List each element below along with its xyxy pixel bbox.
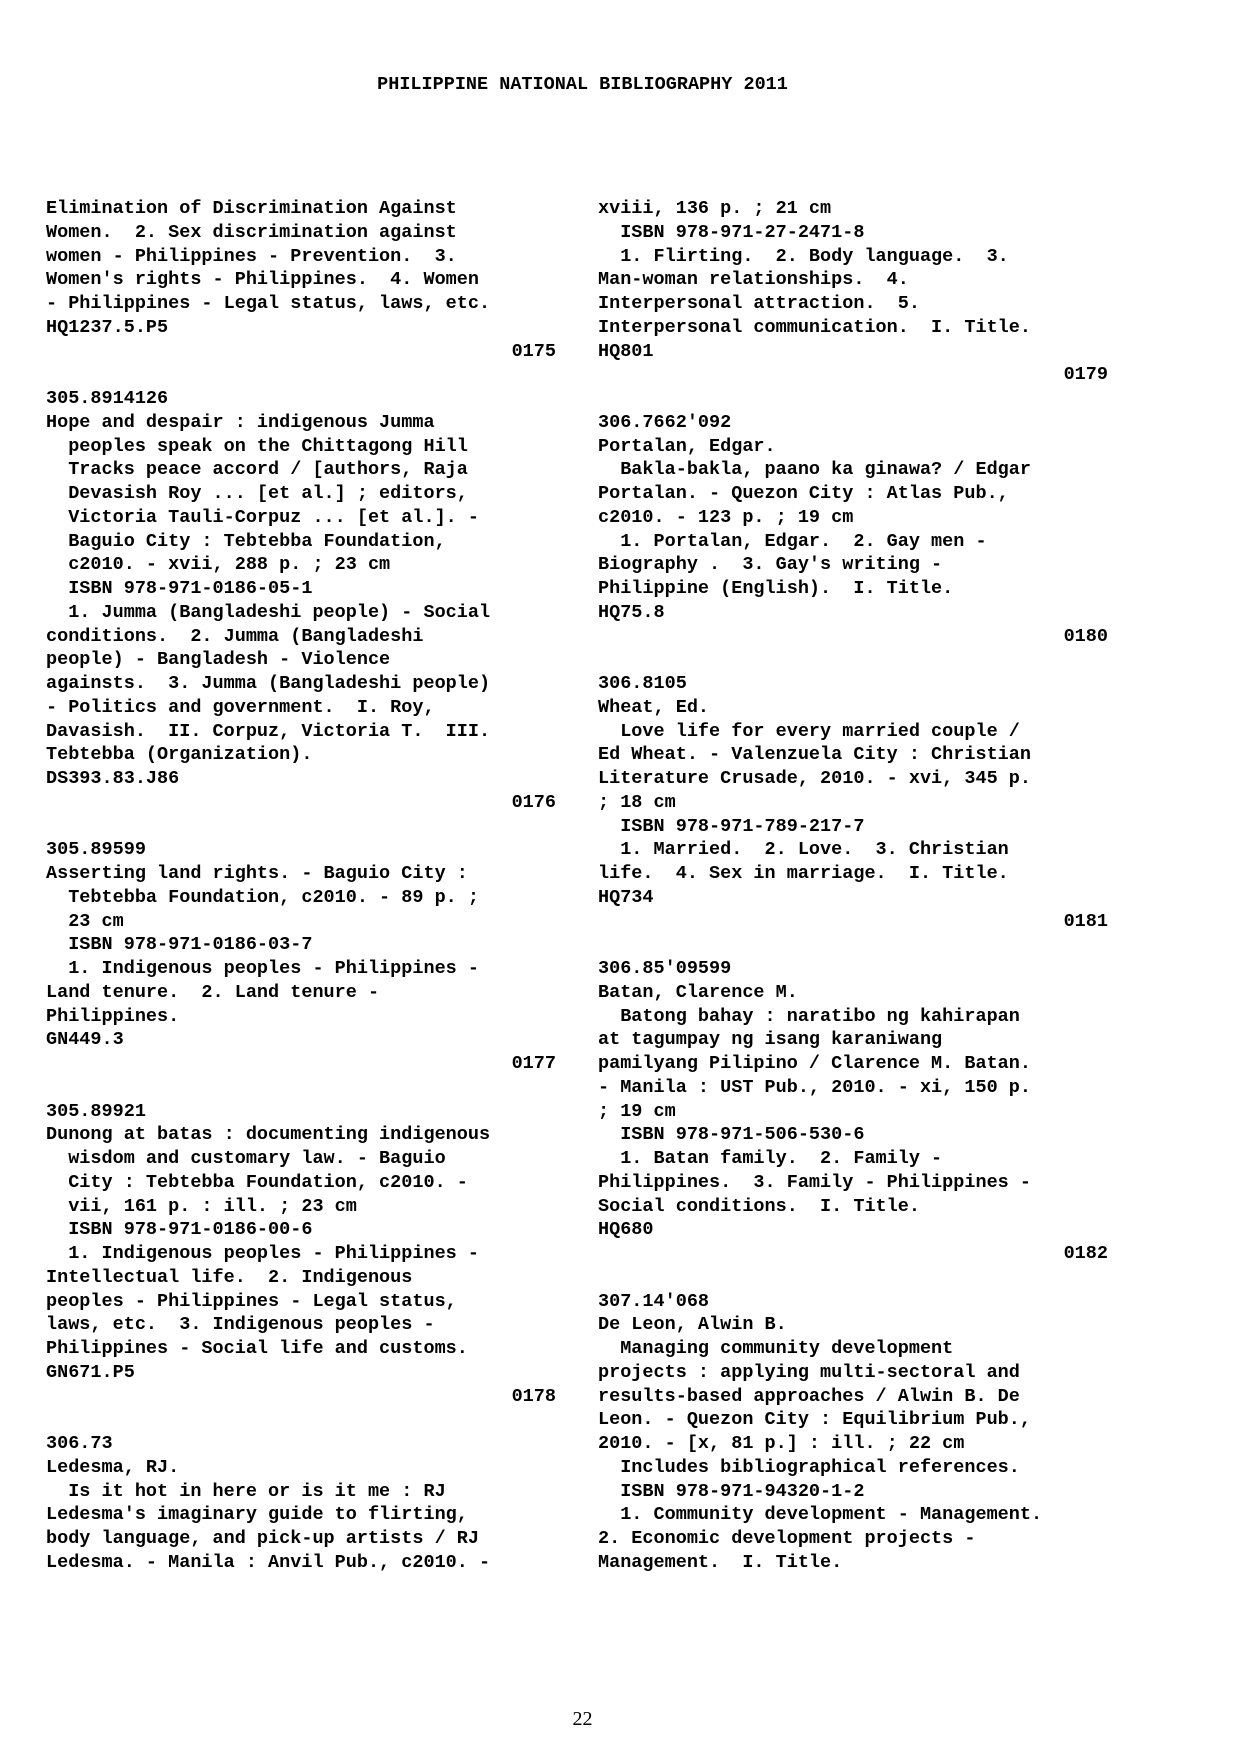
entry-line: peoples - Philippines - Legal status,	[46, 1290, 457, 1312]
entry-line: c2010. - 123 p. ; 19 cm	[598, 506, 854, 528]
entry-line: Ledesma. - Manila : Anvil Pub., c2010. -	[46, 1551, 491, 1573]
entry-line: HQ801	[598, 340, 654, 362]
entry-number: 0179	[1063, 364, 1108, 386]
entry-line: 306.8105	[598, 673, 687, 694]
entry-line: Wheat, Ed.	[598, 696, 710, 718]
entry-line: wisdom and customary law. - Baguio	[46, 1148, 446, 1169]
entry-line: Dunong at batas : documenting indigenous	[46, 1124, 491, 1146]
entry-line: c2010. - xvii, 288 p. ; 23 cm	[46, 554, 391, 576]
entry-line: pamilyang Pilipino / Clarence M. Batan.	[598, 1053, 1031, 1074]
entry-line: 1. Married. 2. Love. 3. Christian	[598, 839, 1009, 861]
entry-number: 0175	[511, 340, 556, 362]
blank-line	[46, 1408, 556, 1432]
entry-line: Ledesma, RJ.	[46, 1456, 180, 1478]
entry-line: Social conditions. I. Title.	[598, 1195, 920, 1217]
entry-line: Is it hot in here or is it me : RJ	[46, 1480, 446, 1502]
entry-line: Management. I. Title.	[598, 1551, 843, 1573]
entry-line: 1. Jumma (Bangladeshi people) - Social	[46, 601, 491, 623]
entry-line: - Philippines - Legal status, laws, etc.	[46, 293, 491, 314]
entry-line: people) - Bangladesh - Violence	[46, 649, 391, 671]
entry-line: ISBN 978-971-0186-03-7	[46, 934, 313, 956]
blank-line	[46, 1076, 556, 1100]
entry-line: Man-woman relationships. 4.	[598, 269, 909, 291]
entry-number: 0177	[511, 1053, 556, 1074]
entry-line: Tracks peace accord / [authors, Raja	[46, 459, 468, 481]
entry-line: Interpersonal communication. I. Title.	[598, 316, 1031, 338]
entry-line: ; 19 cm	[598, 1100, 676, 1122]
entry-line: Hope and despair : indigenous Jumma	[46, 411, 435, 433]
entry-line: peoples speak on the Chittagong Hill	[46, 435, 468, 457]
entry-line: conditions. 2. Jumma (Bangladeshi	[46, 625, 424, 647]
entry-line: 2010. - [x, 81 p.] : ill. ; 22 cm	[598, 1433, 965, 1454]
entry-line: Batong bahay : naratibo ng kahirapan	[598, 1005, 1020, 1027]
entry-line: ISBN 978-971-0186-00-6	[46, 1219, 313, 1241]
entry-line: 1. Indigenous peoples - Philippines -	[46, 1243, 479, 1264]
entry-line: ISBN 978-971-27-2471-8	[598, 221, 865, 243]
entry-number: 0180	[1063, 625, 1108, 647]
entry-line: Women's rights - Philippines. 4. Women	[46, 269, 479, 291]
entry-line: body language, and pick-up artists / RJ	[46, 1528, 479, 1549]
blank-line	[598, 387, 1108, 411]
blank-line	[598, 648, 1108, 672]
entry-line: 1. Portalan, Edgar. 2. Gay men -	[598, 530, 987, 552]
entry-line: Philippine (English). I. Title.	[598, 578, 954, 599]
entry-line: Love life for every married couple /	[598, 720, 1020, 742]
entry-line: 307.14'068	[598, 1290, 710, 1312]
entry-line: De Leon, Alwin B.	[598, 1314, 787, 1336]
entry-line: City : Tebtebba Foundation, c2010. -	[46, 1171, 468, 1193]
entry-line: Includes bibliographical references.	[598, 1456, 1020, 1478]
entry-line: women - Philippines - Prevention. 3.	[46, 245, 457, 267]
page-header: PHILIPPINE NATIONAL BIBLIOGRAPHY 2011	[377, 74, 788, 95]
entry-line: Batan, Clarence M.	[598, 981, 798, 1003]
entry-line: GN671.P5	[46, 1361, 135, 1383]
entry-line: life. 4. Sex in marriage. I. Title.	[598, 863, 1009, 884]
entry-line: 305.89921	[46, 1100, 146, 1122]
entry-line: ISBN 978-971-789-217-7	[598, 815, 865, 837]
entry-line: 1. Indigenous peoples - Philippines -	[46, 958, 479, 979]
entry-line: 1. Batan family. 2. Family -	[598, 1148, 943, 1169]
entry-line: 1. Community development - Management.	[598, 1504, 1043, 1526]
entry-line: Philippines - Social life and customs.	[46, 1338, 468, 1359]
page-number: 22	[572, 1708, 593, 1730]
entry-line: laws, etc. 3. Indigenous peoples -	[46, 1314, 435, 1336]
entry-line: - Manila : UST Pub., 2010. - xi, 150 p.	[598, 1076, 1031, 1098]
entry-line: Biography . 3. Gay's writing -	[598, 554, 943, 576]
entry-line: 306.7662'092	[598, 411, 732, 433]
entry-line: Managing community development	[598, 1338, 954, 1359]
entry-line: Davasish. II. Corpuz, Victoria T. III.	[46, 720, 491, 742]
entry-line: Land tenure. 2. Land tenure -	[46, 981, 380, 1003]
entry-line: 1. Flirting. 2. Body language. 3.	[598, 245, 1009, 267]
entry-line: ISBN 978-971-506-530-6	[598, 1124, 865, 1146]
entry-number: 0182	[1063, 1243, 1108, 1264]
entry-line: at tagumpay ng isang karaniwang	[598, 1029, 943, 1051]
entry-line: Philippines. 3. Family - Philippines -	[598, 1171, 1031, 1193]
entry-line: 23 cm	[46, 910, 124, 932]
entry-line: ISBN 978-971-94320-1-2	[598, 1480, 865, 1502]
entry-line: Women. 2. Sex discrimination against	[46, 221, 457, 243]
entry-number: 0178	[511, 1385, 556, 1407]
entry-line: HQ680	[598, 1219, 654, 1241]
entry-line: results-based approaches / Alwin B. De	[598, 1385, 1020, 1407]
entry-line: Intellectual life. 2. Indigenous	[46, 1266, 413, 1288]
entry-line: Leon. - Quezon City : Equilibrium Pub.,	[598, 1409, 1031, 1431]
entry-line: Literature Crusade, 2010. - xvi, 345 p.	[598, 768, 1031, 789]
entry-line: 2. Economic development projects -	[598, 1528, 976, 1549]
entry-line: 305.89599	[46, 839, 146, 861]
entry-line: 306.73	[46, 1433, 113, 1454]
entry-line: Devasish Roy ... [et al.] ; editors,	[46, 483, 468, 504]
left-column	[46, 197, 556, 1575]
entry-line: Tebtebba Foundation, c2010. - 89 p. ;	[46, 886, 479, 908]
entry-line: Ledesma's imaginary guide to flirting,	[46, 1504, 468, 1526]
entry-line: HQ75.8	[598, 601, 665, 623]
entry-number: 0176	[511, 791, 556, 813]
entry-line: Bakla-bakla, paano ka ginawa? / Edgar	[598, 459, 1031, 481]
entry-line: HQ1237.5.P5	[46, 316, 169, 338]
entry-line: - Politics and government. I. Roy,	[46, 696, 435, 718]
entry-line: Elimination of Discrimination Against	[46, 198, 457, 219]
entry-line: Philippines.	[46, 1005, 180, 1027]
entry-number: 0181	[1063, 910, 1108, 932]
entry-line: ; 18 cm	[598, 791, 676, 813]
entry-line: 306.85'09599	[598, 958, 732, 979]
blank-line	[598, 933, 1108, 957]
blank-line	[46, 363, 556, 387]
entry-line: GN449.3	[46, 1029, 124, 1051]
entry-line: Ed Wheat. - Valenzuela City : Christian	[598, 744, 1031, 766]
entry-line: Asserting land rights. - Baguio City :	[46, 863, 468, 884]
entry-line: Portalan, Edgar.	[598, 435, 776, 457]
entry-line: projects : applying multi-sectoral and	[598, 1361, 1020, 1383]
entry-line: Tebtebba (Organization).	[46, 744, 313, 766]
entry-line: Interpersonal attraction. 5.	[598, 293, 920, 314]
entry-line: 305.8914126	[46, 388, 169, 409]
entry-line: xviii, 136 p. ; 21 cm	[598, 198, 832, 219]
entry-line: DS393.83.J86	[46, 768, 180, 789]
entry-line: HQ734	[598, 886, 654, 908]
entry-line: vii, 161 p. : ill. ; 23 cm	[46, 1195, 357, 1217]
blank-line	[598, 1266, 1108, 1290]
entry-line: Baguio City : Tebtebba Foundation,	[46, 530, 446, 552]
blank-line	[46, 815, 556, 839]
entry-line: againsts. 3. Jumma (Bangladeshi people)	[46, 673, 491, 694]
entry-line: ISBN 978-971-0186-05-1	[46, 578, 313, 599]
entry-line: Portalan. - Quezon City : Atlas Pub.,	[598, 483, 1009, 504]
entry-line: Victoria Tauli-Corpuz ... [et al.]. -	[46, 506, 479, 528]
right-column	[598, 197, 1108, 1575]
